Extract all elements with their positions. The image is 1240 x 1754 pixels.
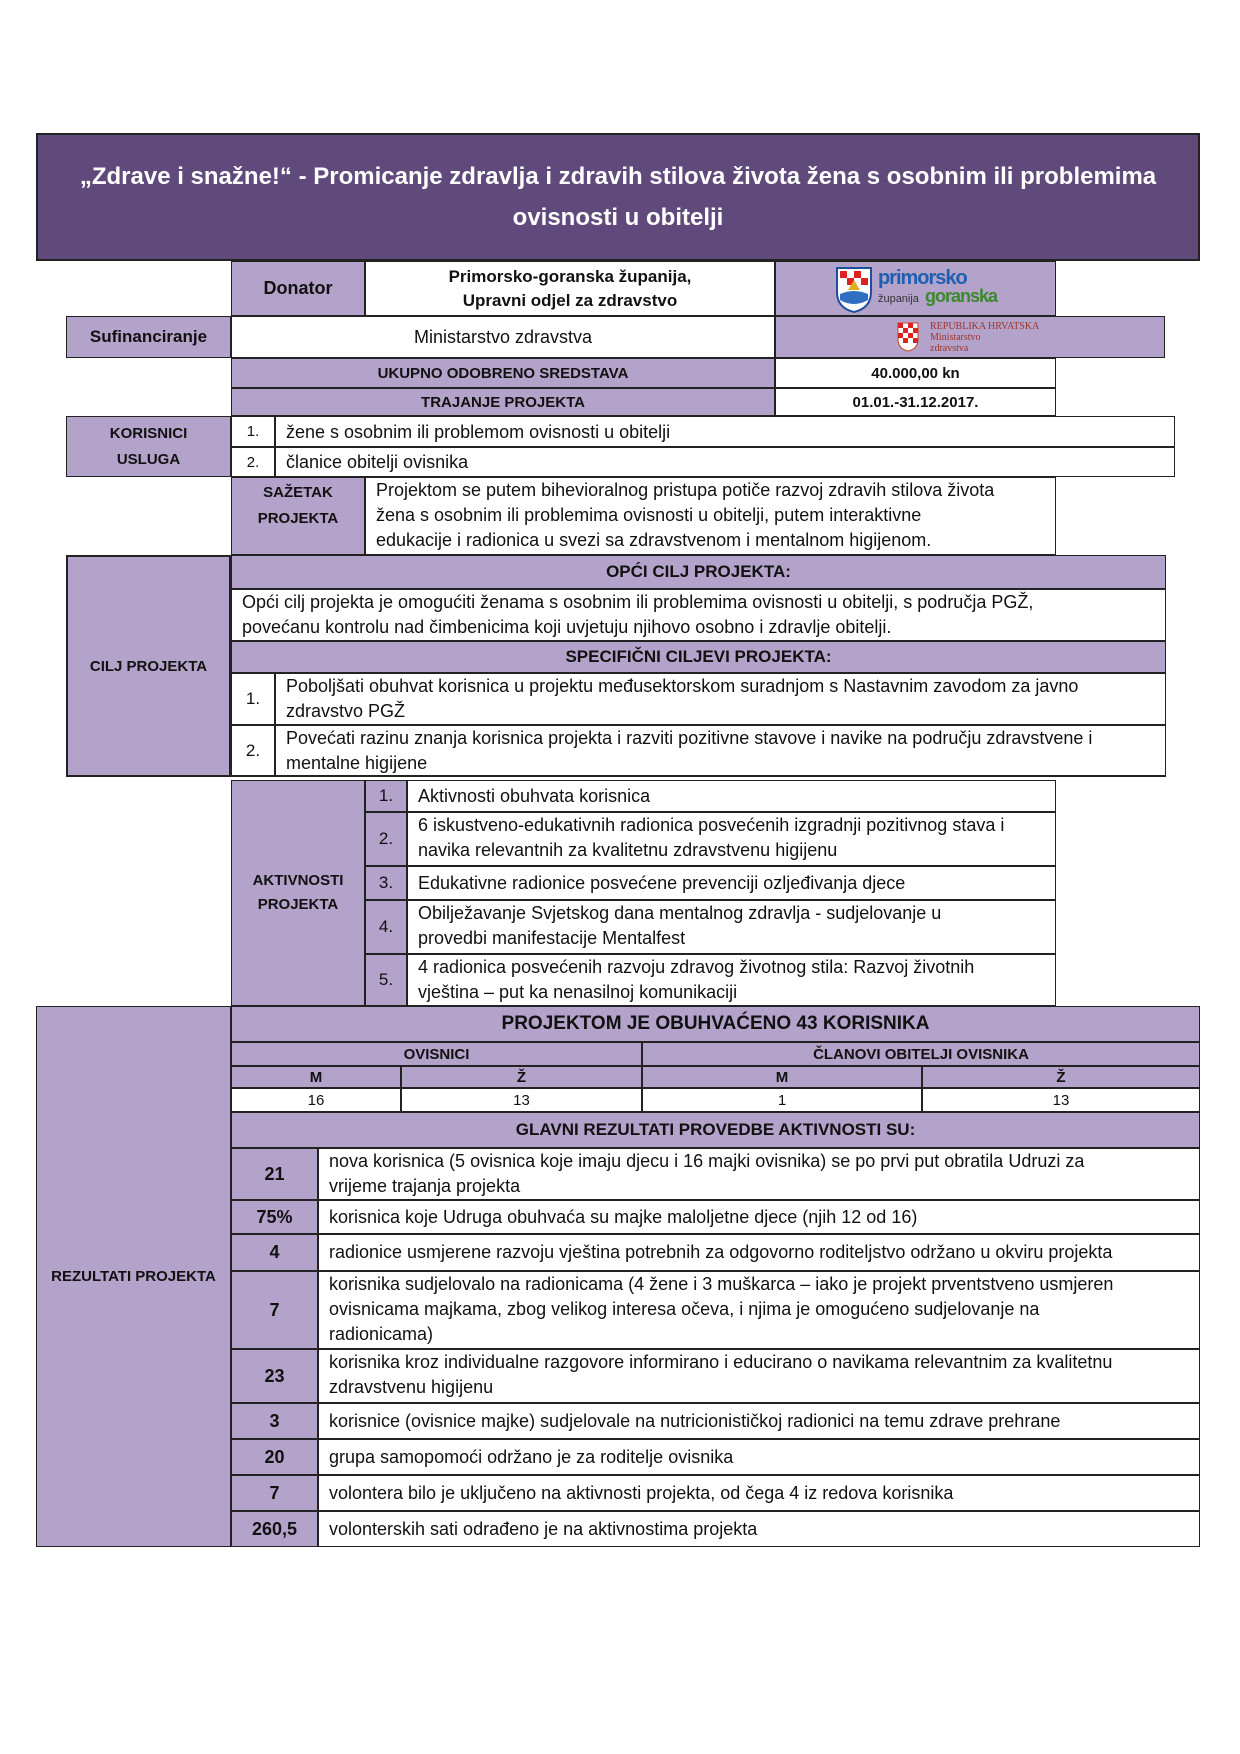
specific-goal-text-2: [275, 725, 1166, 777]
result-text-3: radionice usmjerene razvoju vještina potrebnih za odgovorno roditeljstvo održano u okviru projekta: [318, 1234, 1200, 1271]
result-text-2: korisnica koje Udruga obuhvaća su majke maloljetne djece (njih 12 od 16): [318, 1200, 1200, 1234]
col-z-family: Ž: [922, 1066, 1200, 1088]
general-goal-line-1: Opći cilj projekta je omogućiti ženama s osobnim ili problemima ovisnosti u obitelji, s područja PGŽ,: [242, 592, 1034, 612]
result-value-9: 260,5: [231, 1511, 318, 1547]
summary-label-2: PROJEKTA: [257, 510, 339, 527]
ministry-logo-line-3: zdravstva: [930, 342, 969, 354]
specific-goal-num-2: 2.: [231, 725, 275, 777]
donator-label: Donator: [231, 261, 365, 316]
activity-5-line-1: 4 radionica posvećenih razvoju zdravog životnog stila: Razvoj životnih: [418, 957, 975, 977]
general-goal-line-2: povećanu kontrolu nad čimbenicima koji uvjetuju njihovo osobno i zdravlje obitelji.: [242, 617, 892, 637]
count-z-family: 13: [922, 1088, 1200, 1112]
activity-text-4: [407, 900, 1056, 954]
activity-4-line-2: provedbi manifestacije Mentalfest: [418, 928, 686, 948]
summary-label-1: SAŽETAK: [263, 484, 333, 501]
count-m-addicts: 16: [231, 1088, 401, 1112]
summary-line-1: Projektom se putem bihevioralnog pristupa potiče razvoj zdravih stilova života: [376, 480, 995, 500]
activity-text-2: [407, 812, 1056, 866]
specific-goal-text-1: [275, 673, 1166, 725]
pgz-logo-zupanija: županija: [877, 293, 919, 305]
col-m-family: M: [642, 1066, 922, 1088]
donator-value: [365, 261, 775, 316]
count-m-family: 1: [642, 1088, 922, 1112]
group-family: ČLANOVI OBITELJI OVISNIKA: [642, 1042, 1200, 1066]
result-4-line-2: ovisnicama majkama, zbog velikog interesa očeva, i njima je omogućeno sudjelovanje na: [329, 1299, 1040, 1319]
beneficiaries-label-1: KORISNICI: [109, 424, 188, 442]
result-text-4: [318, 1271, 1200, 1349]
result-1-line-1: nova korisnica (5 ovisnica koje imaju djecu i 16 majki ovisnika) se po prvi put obratila Udruzi za: [329, 1151, 1085, 1171]
activity-num-1: 1.: [365, 780, 407, 812]
goals-label: CILJ PROJEKTA: [66, 555, 231, 777]
summary-line-2: žena s osobnim ili problemima ovisnosti u obitelji, putem interaktivne: [376, 505, 922, 525]
col-m-addicts: M: [231, 1066, 401, 1088]
result-1-line-2: vrijeme trajanja projekta: [329, 1176, 521, 1196]
duration-label: TRAJANJE PROJEKTA: [231, 388, 775, 416]
col-z-addicts: Ž: [401, 1066, 642, 1088]
activities-label: [231, 780, 365, 1006]
donator-line-1: Primorsko-goranska županija,: [448, 266, 692, 286]
activity-2-line-2: navika relevantnih za kvalitetnu zdravstvenu higijenu: [418, 840, 838, 860]
activity-num-5: 5.: [365, 954, 407, 1006]
beneficiaries-label-2: USLUGA: [116, 450, 181, 468]
results-header: PROJEKTOM JE OBUHVAĆENO 43 KORISNIKA: [231, 1006, 1200, 1042]
specific-goal-2-line-1: Povećati razinu znanja korisnica projekta i razviti pozitivne stavove i navike na području zdravstvene i: [286, 728, 1093, 748]
result-value-5: 23: [231, 1349, 318, 1403]
duration-value: 01.01.-31.12.2017.: [775, 388, 1056, 416]
result-text-5: [318, 1349, 1200, 1403]
pgz-coat-of-arms-icon: [834, 264, 874, 314]
activities-label-1: AKTIVNOSTI: [252, 872, 344, 889]
summary-line-3: edukacije i radionica u svezi sa zdravstvenom i mentalnom higijenom.: [376, 530, 932, 550]
croatia-coat-of-arms-icon: [896, 321, 920, 353]
ministry-logo-text: [930, 321, 1039, 354]
count-z-addicts: 13: [401, 1088, 642, 1112]
specific-goal-1-line-2: zdravstvo PGŽ: [286, 701, 406, 721]
beneficiaries-label: [66, 416, 231, 477]
pgz-logo-text: [878, 269, 997, 308]
pgz-logo-small: [878, 287, 997, 308]
results-label: REZULTATI PROJEKTA: [36, 1006, 231, 1547]
ministry-logo: [775, 316, 1165, 358]
pgz-logo-main: primorsko: [877, 267, 967, 289]
result-value-2: 75%: [231, 1200, 318, 1234]
result-value-8: 7: [231, 1475, 318, 1511]
result-value-6: 3: [231, 1403, 318, 1439]
result-text-9: volonterskih sati odrađeno je na aktivnostima projekta: [318, 1511, 1200, 1547]
result-value-1: 21: [231, 1148, 318, 1200]
beneficiary-num-1: 1.: [231, 416, 275, 447]
specific-goals-header: SPECIFIČNI CILJEVI PROJEKTA:: [231, 641, 1166, 673]
activity-5-line-2: vještina – put ka nenasilnoj komunikaciji: [418, 982, 738, 1002]
result-4-line-3: radionicama): [329, 1324, 434, 1344]
activity-num-3: 3.: [365, 866, 407, 900]
activity-num-4: 4.: [365, 900, 407, 954]
total-value: 40.000,00 kn: [775, 358, 1056, 388]
general-goal-text: [231, 589, 1166, 641]
cofinancing-value: Ministarstvo zdravstva: [231, 316, 775, 358]
specific-goal-2-line-2: mentalne higijene: [286, 753, 428, 773]
activity-num-2: 2.: [365, 812, 407, 866]
summary-label: [231, 477, 365, 555]
activity-text-1: Aktivnosti obuhvata korisnica: [407, 780, 1056, 812]
total-label: UKUPNO ODOBRENO SREDSTAVA: [231, 358, 775, 388]
pgz-logo-sub: goranska: [925, 286, 998, 306]
group-addicts: OVISNICI: [231, 1042, 642, 1066]
beneficiary-num-2: 2.: [231, 447, 275, 477]
activity-text-3: Edukativne radionice posvećene prevenciji ozljeđivanja djece: [407, 866, 1056, 900]
activity-2-line-1: 6 iskustveno-edukativnih radionica posvećenih izgradnji pozitivnog stava i: [418, 815, 1005, 835]
pgz-logo: [775, 261, 1056, 316]
general-goal-header: OPĆI CILJ PROJEKTA:: [231, 555, 1166, 589]
result-5-line-1: korisnika kroz individualne razgovore informirano i educirano o navikama relevantnim za kvalitetnu: [329, 1352, 1113, 1372]
activities-label-2: PROJEKTA: [257, 896, 339, 913]
donator-line-2: Upravni odjel za zdravstvo: [462, 290, 678, 310]
result-value-3: 4: [231, 1234, 318, 1271]
beneficiary-text-1: žene s osobnim ili problemom ovisnosti u obitelji: [275, 416, 1175, 447]
result-text-1: [318, 1148, 1200, 1200]
activity-text-5: [407, 954, 1056, 1006]
ministry-logo-line-2: Ministarstvo: [930, 331, 981, 343]
activity-4-line-1: Obilježavanje Svjetskog dana mentalnog zdravlja - sudjelovanje u: [418, 903, 942, 923]
result-value-7: 20: [231, 1439, 318, 1475]
result-4-line-1: korisnika sudjelovalo na radionicama (4 žene i 3 muškarca – iako je projekt prventstveno usmjeren: [329, 1274, 1114, 1294]
result-text-6: korisnice (ovisnice majke) sudjelovale na nutricionističkoj radionici na temu zdrave prehrane: [318, 1403, 1200, 1439]
beneficiary-text-2: članice obitelji ovisnika: [275, 447, 1175, 477]
specific-goal-num-1: 1.: [231, 673, 275, 725]
result-value-4: 7: [231, 1271, 318, 1349]
cofinancing-label: Sufinanciranje: [66, 316, 231, 358]
main-results-header: GLAVNI REZULTATI PROVEDBE AKTIVNOSTI SU:: [231, 1112, 1200, 1148]
ministry-logo-line-1: REPUBLIKA HRVATSKA: [930, 320, 1040, 332]
page-title: „Zdrave i snažne!“ - Promicanje zdravlja i zdravih stilova života žena s osobnim ili problemima ovisnosti u obitelji: [36, 133, 1200, 261]
specific-goal-1-line-1: Poboljšati obuhvat korisnica u projektu međusektorskom suradnjom s Nastavnim zavodom za javno: [286, 676, 1079, 696]
result-text-8: volontera bilo je uključeno na aktivnosti projekta, od čega 4 iz redova korisnika: [318, 1475, 1200, 1511]
summary-text: [365, 477, 1056, 555]
result-5-line-2: zdravstvenu higijenu: [329, 1377, 494, 1397]
result-text-7: grupa samopomoći održano je za roditelje ovisnika: [318, 1439, 1200, 1475]
